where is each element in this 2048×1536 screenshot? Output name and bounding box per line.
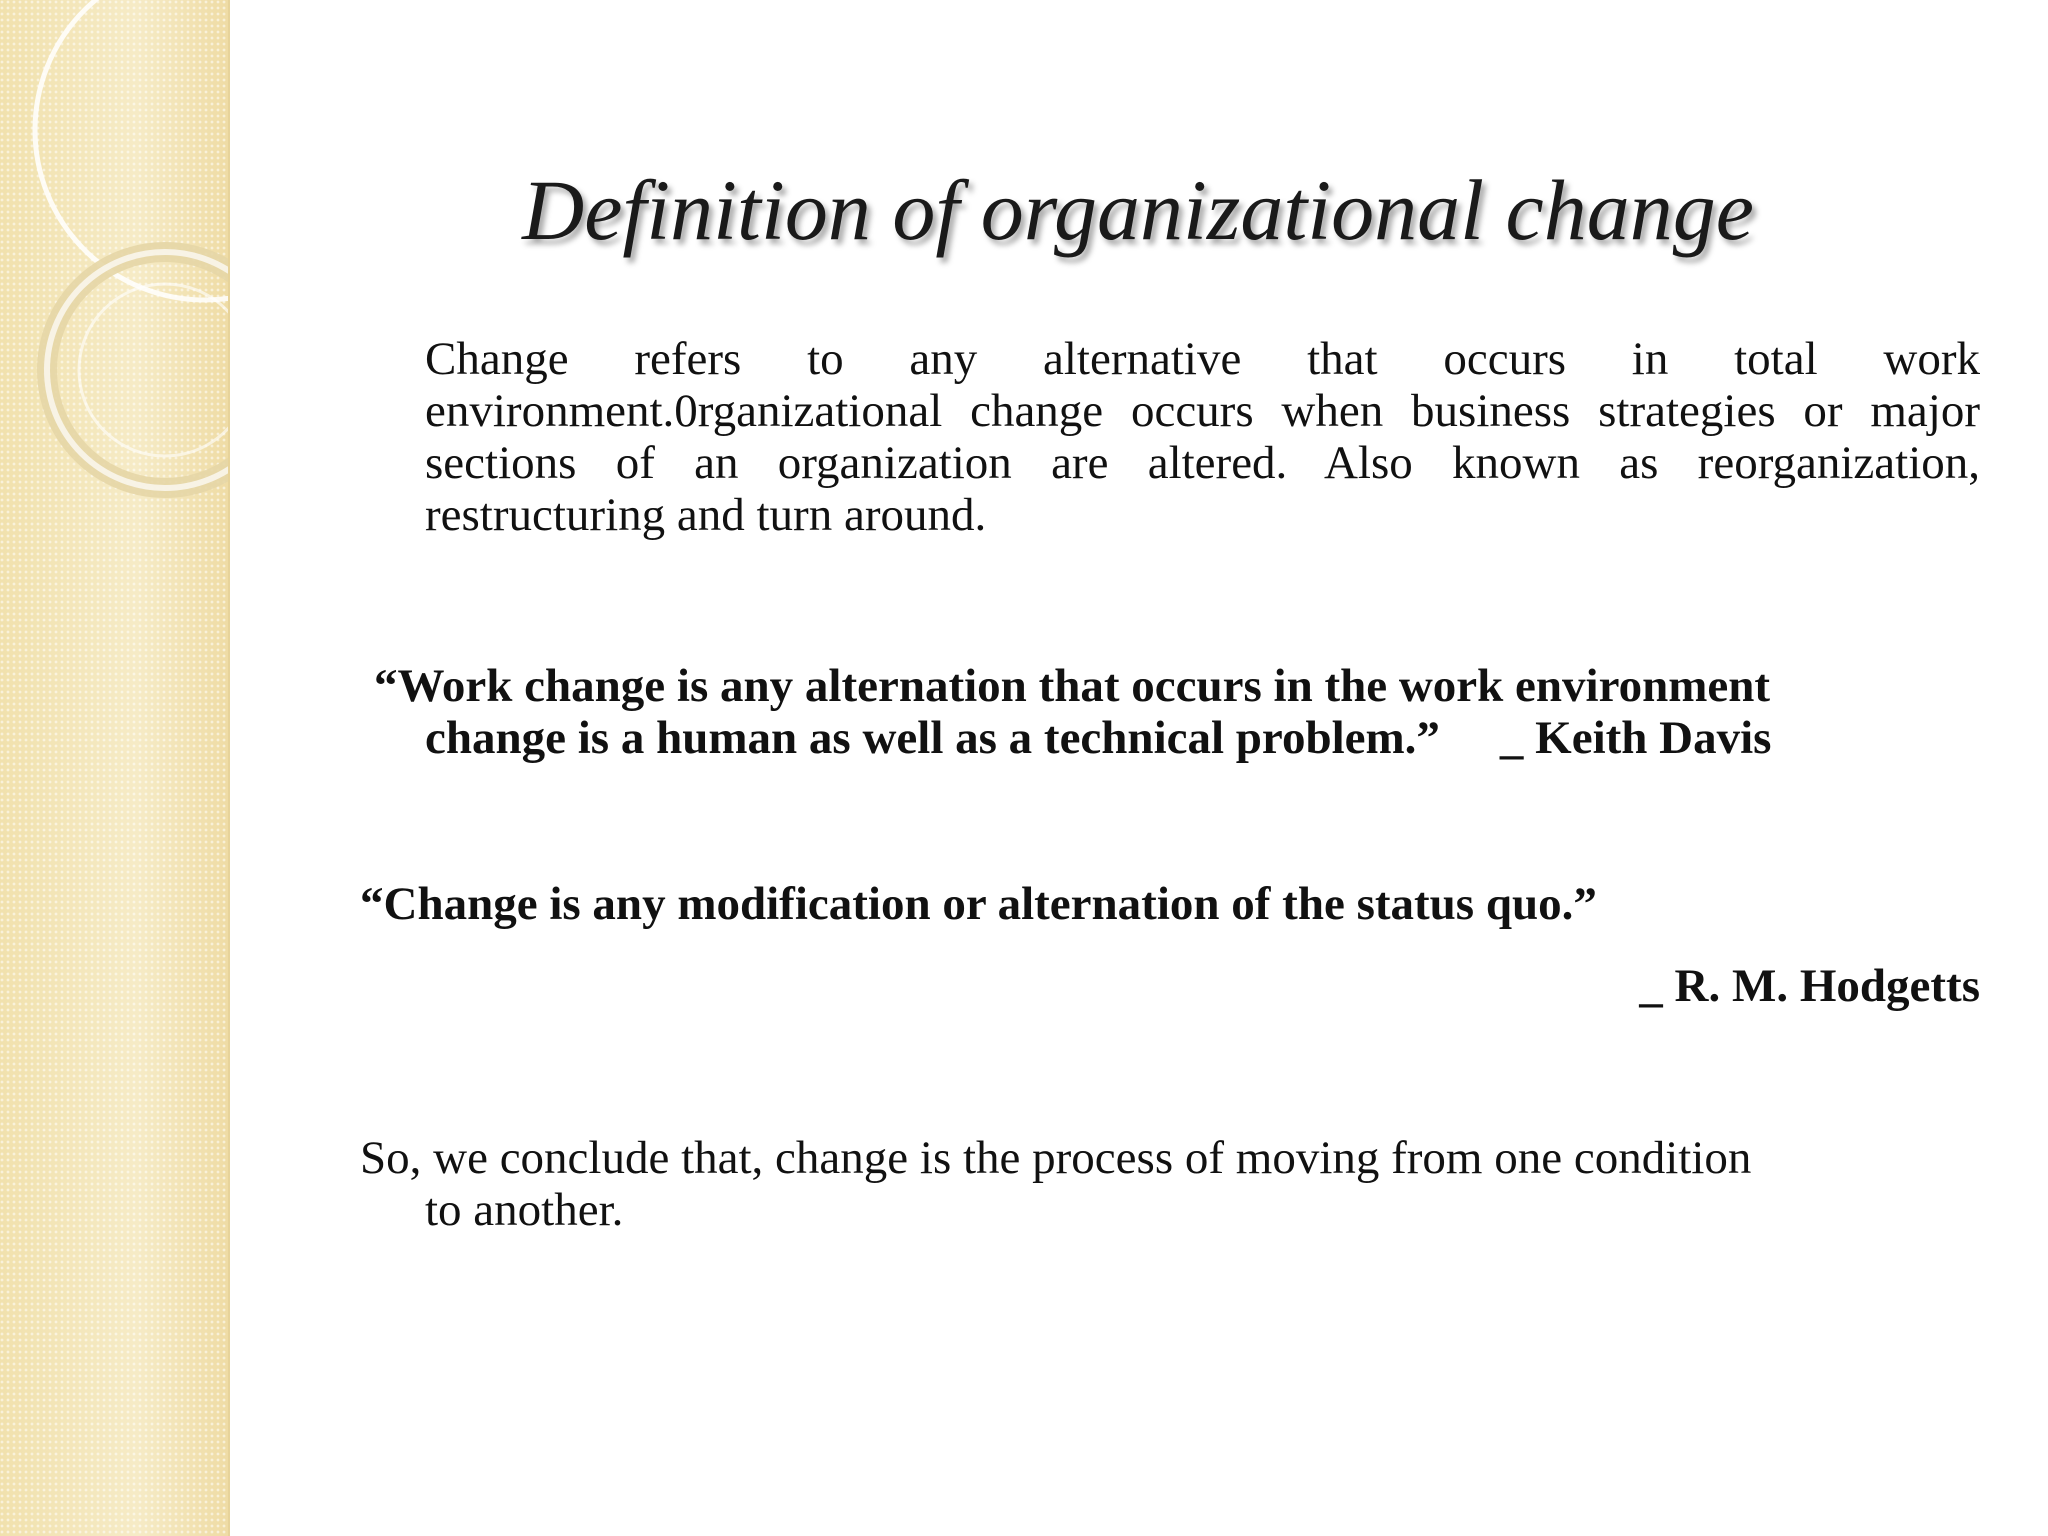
conclusion-paragraph: [360, 1132, 1980, 1236]
quote-hodgetts: “Change is any modification or alternation of the status quo.”: [360, 878, 1597, 930]
slide-title: Definition of organizational change: [522, 162, 1754, 258]
definition-paragraph: Change refers to any alternative that occurs in total work environment.0rganizational change occurs when business strategies or major sections of an organization are altered. Also known as reorganization, restructuring and turn around.: [425, 333, 1980, 541]
decorative-rings: [0, 0, 228, 1536]
quote-keith-davis-author: _ Keith Davis: [1499, 712, 1772, 764]
decorative-side-panel: [0, 0, 230, 1536]
quote-keith-davis: [374, 660, 1980, 764]
quote-keith-davis-line2-wrap: [374, 712, 1980, 764]
quote-keith-davis-line2: change is a human as well as a technical problem.”: [425, 712, 1440, 764]
quote-hodgetts-author: _ R. M. Hodgetts: [1639, 960, 1980, 1012]
conclusion-line1: So, we conclude that, change is the process of moving from one condition: [360, 1132, 1752, 1184]
conclusion-line2: to another.: [425, 1184, 624, 1236]
quote-keith-davis-line1: “Work change is any alternation that occurs in the work environment: [374, 660, 1771, 712]
